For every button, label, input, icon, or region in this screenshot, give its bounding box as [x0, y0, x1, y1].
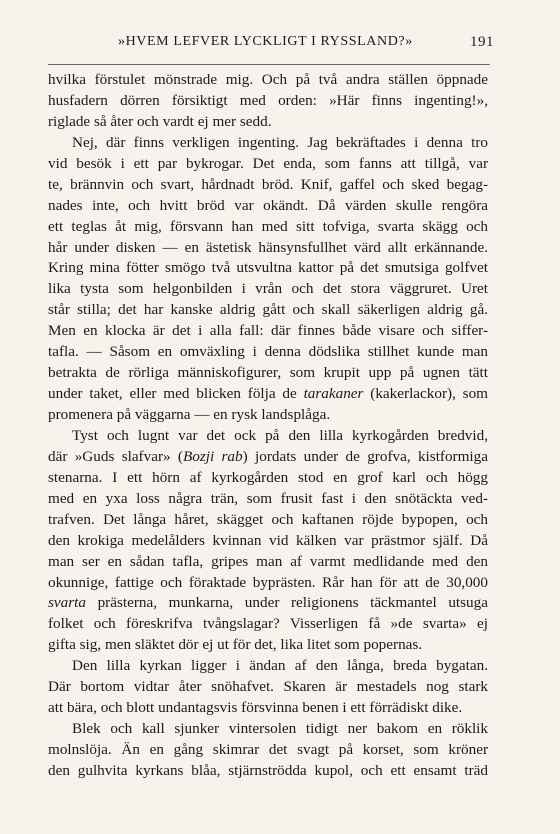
text-line: lika tysta som helgonbilden i vrån och det stora väggruret. Uret	[48, 280, 488, 298]
text-line: Nej, där finns verkligen ingenting. Jag bekräftades i denna tro	[72, 133, 488, 151]
body-text	[48, 70, 488, 782]
text-line: ett teglas åt mig, försvann han med sitt tofviga, svarta skägg och	[48, 217, 488, 235]
page-number: 191	[470, 34, 494, 50]
text-line: under taket, eller med blicken följa de tarakaner (kakerlackor), som	[48, 385, 488, 403]
text-line: med en yxa loss några trän, som frusit fast i den snötäckta ved-	[48, 489, 488, 507]
text-line: trafven. Det långa håret, skägget och kaftanen röjde bypopen, och	[48, 510, 488, 528]
text-line: där »Guds slafvar» (Bozji rab) jordats under de grofva, kistformiga	[48, 447, 488, 465]
text-line: Kring mina fötter smögo två utsvultna kattor på det smutsiga golfvet	[48, 259, 488, 277]
text-line: molnslöja. Än en gång skimrar det svagt på korset, som kröner	[48, 741, 488, 758]
text-line: står stilla; det har kanske aldrig gått och skall säkerligen aldrig gå.	[48, 301, 488, 319]
text-line: svarta prästerna, munkarna, under religionens täckmantel utsuga	[48, 594, 488, 612]
text-line: den gulhvita kyrkans blåa, stjärnströdda kupol, och ett ensamt träd	[48, 761, 488, 779]
text-line: nades inte, och hvitt bröd var okändt. Då värden skulle rengöra	[48, 196, 488, 214]
text-line: husfadern dörren försiktigt med orden: »Här finns ingenting!»,	[48, 91, 488, 109]
text-line: vid besök i ett par bykrogar. Det enda, som fanns att tillgå, var	[48, 154, 488, 172]
text-line: gifta sig, men släktet dör ej ut för det, lika litet som popernas.	[48, 636, 423, 654]
text-line: hvilka förstulet mönstrade mig. Och på två andra ställen öppnade	[48, 71, 488, 88]
text-line: man ser en sådan tafla, gripes man af varmt medlidande med den	[48, 552, 488, 570]
text-line: Den lilla kyrkan ligger i ändan af den långa, breda bygatan.	[72, 657, 488, 675]
text-line: Men en klocka är det i alla fall: där finnes både visare och siffer-	[48, 322, 488, 340]
text-line: okunnige, fattige och föraktade byprästen. Rår han för att de 30,000	[48, 573, 488, 591]
text-line: den krokiga medelålders kvinnan vid kälken var prästmor själf. Då	[48, 531, 488, 549]
text-line: riglade så åter och vardt ej mer sedd.	[48, 112, 272, 130]
text-line: att bära, och blott undantagsvis försvinna benen i ett förrädiskt dike.	[48, 699, 463, 717]
text-line: betrakta de rörliga människofigurer, som krupit upp på ugnen tätt	[48, 364, 488, 382]
text-line: promenera på väggarna — en rysk landsplåga.	[48, 406, 331, 423]
italic-term: Bozji rab	[182, 447, 243, 465]
text-line: te, brännvin och svart, hårdnadt bröd. Knif, gaffel och sked begag-	[48, 175, 488, 193]
text-line: hår under disken — en ästetisk hänsynsfullhet värd allt erkännande.	[48, 238, 488, 256]
header-rule	[48, 64, 490, 65]
text-line: folket och föreskrifva tvångslagar? Visserligen få »de svarta» ej	[48, 615, 488, 633]
text-line: stenarna. I ett hörn af kyrkogården stod en grof karl och högg	[48, 468, 488, 486]
italic-term: svarta	[48, 594, 86, 612]
running-head: »HVEM LEFVER LYCKLIGT I RYSSLAND?»	[118, 34, 413, 49]
text-line: Blek och kall sjunker vintersolen tidigt ner bakom en röklik	[72, 720, 488, 738]
text-line: tafla. — Såsom en omväxling i denna dödslika stillhet kunde man	[48, 343, 488, 361]
page-header	[52, 34, 494, 54]
italic-term: tarakaner	[303, 385, 364, 403]
text-line: Där bortom vidtar åter snöhafvet. Skaren är mestadels nog stark	[48, 678, 488, 696]
text-line: Tyst och lugnt var det ock på den lilla kyrkogården bredvid,	[72, 426, 488, 444]
